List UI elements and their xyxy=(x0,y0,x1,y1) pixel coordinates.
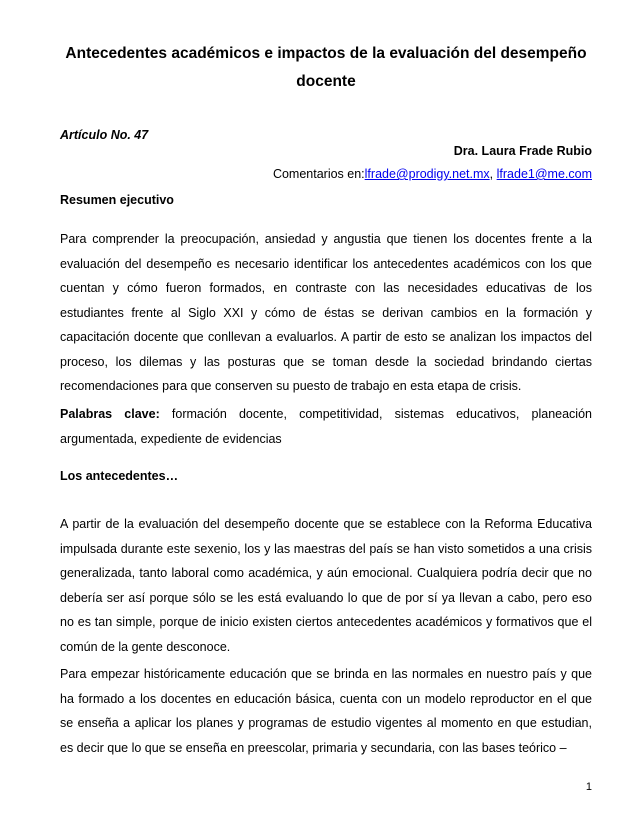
summary-heading: Resumen ejecutivo xyxy=(60,193,174,207)
article-number: Artículo No. 47 xyxy=(60,128,149,142)
email-separator: , xyxy=(489,167,497,181)
keywords-label: Palabras clave: xyxy=(60,407,160,421)
comments-label: Comentarios en: xyxy=(272,167,365,181)
summary-paragraph: Para comprender la preocupación, ansiedad y angustia que tienen los docentes frente a la evaluación del desempeño es necesario identificar los antecedentes académicos con los que cuentan y cómo fueron formados, en contraste con las necesidades educativas de los estudiantes frente al Siglo XXI y cómo de éstas se derivan cambios en la formación y capacitación docente que conllevan a evaluarlos. A partir de esto se analizan los impactos del proceso, los dilemas y las posturas que se toman desde la sociedad brindando ciertas recomendaciones para que conserven su puesto de trabajo en esta etapa de crisis. xyxy=(60,232,592,393)
body-paragraph-1: A partir de la evaluación del desempeño docente que se establece con la Reforma Educativa impulsada durante este sexenio, los y las maestras del país se han visto sometidos a una crisis generalizada, tanto laboral como académica, y aún emocional. Cualquiera podría decir que no debería ser así porque sólo se les está evaluando lo que de por sí ya llevan a cabo, pero eso no es tan simple, porque de inicio existen ciertos antecedentes académicos y formativos que el común de la gente desconoce. xyxy=(60,517,592,654)
page-number: 1 xyxy=(585,781,592,793)
keywords-text: formación docente, competitividad, sistemas educativos, planeación argumentada, expediente de evidencias xyxy=(60,407,592,446)
section-heading: Los antecedentes… xyxy=(60,469,179,483)
body-paragraph-2: Para empezar históricamente educación que se brinda en las normales en nuestro país y que ha formado a los docentes en educación básica, cuenta con un modelo reproductor en el que se enseña a aplicar los planes y programas de estudio vigentes al momento en que estudian, es decir que lo que se enseña en preescolar, primaria y secundaria, con las bases teórico – xyxy=(60,667,592,755)
document-title: Antecedentes académicos e impactos de la evaluación del desempeño docente xyxy=(65,45,587,90)
email-link-1[interactable]: lfrade@prodigy.net.mx xyxy=(364,167,490,181)
author-name: Dra. Laura Frade Rubio xyxy=(453,144,592,158)
keywords-paragraph xyxy=(60,402,592,451)
email-link-2[interactable]: lfrade1@me.com xyxy=(496,167,592,181)
comments-line xyxy=(273,167,592,181)
